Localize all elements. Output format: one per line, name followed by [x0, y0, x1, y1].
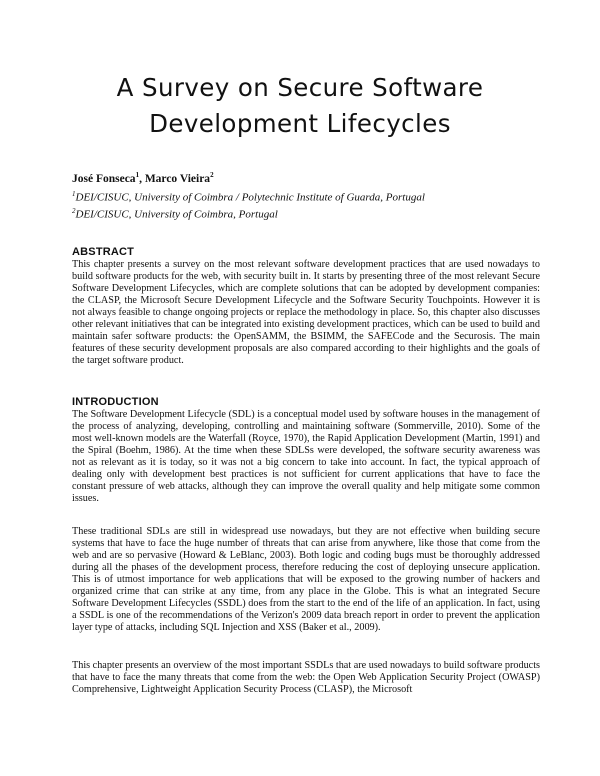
abstract-section	[72, 246, 540, 367]
author-2-affiliation-mark: 2	[210, 171, 214, 179]
author-name-2: Marco Vieira	[144, 172, 211, 185]
author-block	[72, 168, 572, 222]
author-1-affiliation-mark: 1	[135, 171, 140, 179]
introduction-paragraph-3-block	[72, 660, 540, 696]
affiliation-1-text: DEI/CISUC, University of Coimbra / Polytechnic Institute of Guarda, Portugal	[75, 191, 425, 204]
introduction-section	[72, 396, 540, 505]
introduction-paragraph-1: The Software Development Lifecycle (SDL) is a conceptual model used by software houses in the management of the process of analyzing, developing, controlling and maintaining software (Sommerville, 2010). Some of the most well-known models are the Waterfall (Royce, 1970), the Rapid Application Development (Martin, 1991) and the Spiral (Boehm, 1986). At the time when these SDLSs were developed, the software security awareness was not as relevant as it is today, so it was not a big concern to take into account. In fact, the typical approach of dealing only with development best practices is not sufficient for current applications that have to face the constant pressure of web attacks, although they can improve the overall quality and help mitigate some common issues.	[72, 409, 540, 505]
paper-title	[40, 70, 560, 142]
author-name-1: José Fonseca	[72, 172, 136, 185]
introduction-paragraph-2-block	[72, 526, 540, 634]
paper-title-line-2: Development Lifecycles	[149, 109, 451, 138]
introduction-paragraph-3: This chapter presents an overview of the most important SSDLs that are used nowadays to build software products that have to face the many threats that come from the web: the Open Web Application Security Project (OWASP) Comprehensive, Lightweight Application Security Process (CLASP), the Microsoft	[72, 660, 540, 696]
abstract-text: This chapter presents a survey on the most relevant software development practices that are used nowadays to build software products for the web, with security built in. It starts by presenting three of the most relevant Secure Software Development Lifecycles, which are complete solutions that can be adopted by development companies: the CLASP, the Microsoft Secure Development Lifecycle and the Software Security Touchpoints. However it is not always feasible to change ongoing projects or replace the methodology in place. So, this chapter also discusses other relevant initiatives that can be integrated into existing development practices, which can be used to build and maintain safer software products: the OpenSAMM, the BSIMM, the SAFECode and the Securosis. The main features of these security development proposals are also compared according to their highlights and the goals of the target software product.	[72, 259, 540, 367]
affiliation-1	[72, 187, 572, 205]
introduction-paragraph-2: These traditional SDLs are still in widespread use nowadays, but they are not effective when building secure systems that have to face the huge number of threats that can arise from anywhere, like those that come from the web and are so pervasive (Howard & LeBlanc, 2003). Both logic and coding bugs must be thoroughly addressed during all the phases of the development process, therefore reducing the cost of deploying unsecure application. This is of utmost importance for web applications that will be exposed to the growing number of hackers and organized crime that can strike at any time, from any place in the Globe. This is what an integrated Secure Software Development Lifecycles (SSDL) does from the start to the end of the life of an application. In fact, using a SSDL is one of the recommendations of the Verizon's 2009 data breach report in order to prevent the application layer type of attacks, including SQL Injection and XSS (Baker et al., 2009).	[72, 526, 540, 634]
affiliation-1-mark: 1	[72, 189, 76, 198]
affiliation-2-text: DEI/CISUC, University of Coimbra, Portugal	[75, 209, 278, 222]
affiliation-2	[72, 204, 572, 222]
introduction-heading: INTRODUCTION	[72, 396, 159, 408]
author-separator: ,	[139, 172, 145, 185]
paper-title-line-1: A Survey on Secure Software	[116, 73, 484, 102]
abstract-heading: ABSTRACT	[72, 246, 135, 258]
author-names	[72, 168, 572, 187]
affiliation-2-mark: 2	[72, 207, 76, 216]
